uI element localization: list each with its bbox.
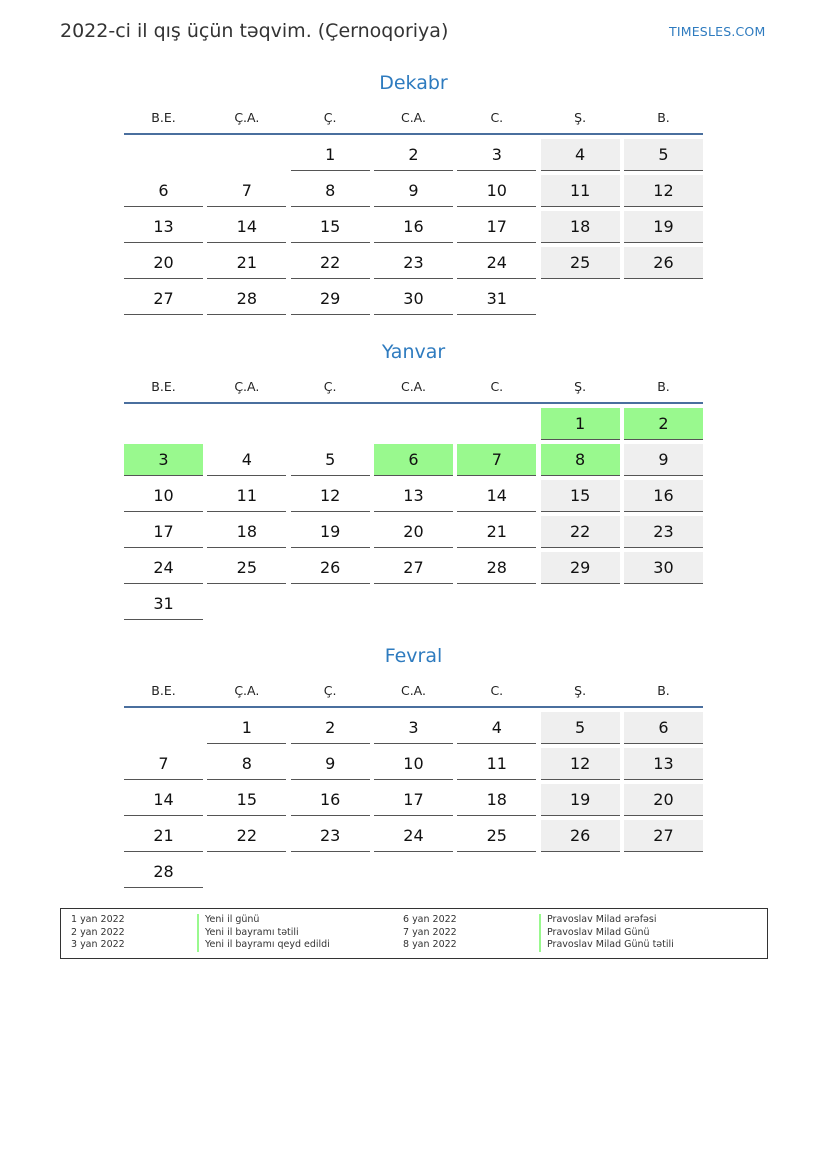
empty-day-cell: [374, 408, 453, 439]
week-row: [124, 784, 703, 820]
legend-date: 7 yan 2022: [403, 926, 457, 938]
day-cell: 13: [624, 748, 703, 780]
day-cell: 5: [624, 139, 703, 171]
day-cell: 13: [374, 480, 453, 512]
empty-day-cell: [124, 139, 203, 170]
brand-link[interactable]: TIMESLES.COM: [669, 24, 766, 39]
day-cell: 24: [374, 820, 453, 852]
day-cell: 23: [291, 820, 370, 852]
weekday-label: Ç.A.: [234, 683, 260, 698]
empty-day-cell: [124, 408, 203, 439]
weekday-label: B.E.: [151, 683, 176, 698]
legend-holiday-name: Yeni il bayramı tətili: [197, 927, 330, 940]
legend-names-right: [539, 914, 674, 952]
day-cell: 20: [374, 516, 453, 548]
empty-day-cell: [374, 856, 453, 887]
month-title: Dekabr: [379, 72, 448, 94]
day-cell: 20: [624, 784, 703, 816]
weekday-label: Ç.A.: [234, 110, 260, 125]
empty-day-cell: [624, 588, 703, 619]
week-row: [124, 175, 703, 211]
day-cell: 26: [541, 820, 620, 852]
day-cell: 20: [124, 247, 203, 279]
weekday-label: C.A.: [400, 110, 426, 125]
day-cell: 11: [207, 480, 286, 512]
day-cell: 16: [624, 480, 703, 512]
day-cell: 10: [374, 748, 453, 780]
weekday-header: [124, 678, 703, 704]
day-cell: 9: [374, 175, 453, 207]
day-cell: 13: [124, 211, 203, 243]
day-cell: 30: [374, 283, 453, 315]
empty-day-cell: [541, 588, 620, 619]
day-cell: 4: [541, 139, 620, 171]
day-cell: 2: [374, 139, 453, 171]
day-cell: 21: [207, 247, 286, 279]
day-cell: 23: [374, 247, 453, 279]
weekday-label: B.: [657, 683, 670, 698]
week-row: [124, 552, 703, 588]
legend-date: 1 yan 2022: [71, 914, 125, 925]
day-cell: 29: [541, 552, 620, 584]
day-cell: 11: [457, 748, 536, 780]
weekday-header: [124, 374, 703, 400]
day-cell: 8: [291, 175, 370, 207]
weekday-label: Ç.: [323, 683, 337, 698]
legend-date: 2 yan 2022: [71, 926, 125, 938]
day-cell: 1: [291, 139, 370, 171]
day-cell: 12: [541, 748, 620, 780]
day-cell: 5: [541, 712, 620, 744]
day-cell: 3: [457, 139, 536, 171]
empty-day-cell: [374, 588, 453, 619]
day-cell: 28: [457, 552, 536, 584]
month-yanvar: [124, 340, 703, 624]
day-cell: 17: [124, 516, 203, 548]
day-cell: 27: [624, 820, 703, 852]
week-row: [124, 211, 703, 247]
day-cell: 10: [457, 175, 536, 207]
empty-day-cell: [624, 283, 703, 314]
weekday-label: Ç.: [323, 379, 337, 394]
legend-names-left: [197, 914, 330, 952]
day-cell: 24: [124, 552, 203, 584]
weekday-label: C.A.: [400, 379, 426, 394]
day-cell: 12: [291, 480, 370, 512]
weekday-label: C.: [490, 683, 504, 698]
day-cell: 26: [291, 552, 370, 584]
legend-dates-right: [403, 914, 457, 952]
day-cell: 12: [624, 175, 703, 207]
week-row: [124, 856, 703, 892]
weekday-label: B.E.: [151, 110, 176, 125]
day-cell: 9: [624, 444, 703, 476]
empty-day-cell: [541, 283, 620, 314]
month-fevral: [124, 644, 703, 892]
weekday-label: Ş.: [574, 110, 587, 125]
empty-day-cell: [207, 856, 286, 887]
calendar-grid: [124, 408, 703, 624]
day-cell: 26: [624, 247, 703, 279]
day-cell: 14: [457, 480, 536, 512]
empty-day-cell: [457, 856, 536, 887]
weekday-label: Ç.: [323, 110, 337, 125]
header-divider: [124, 706, 703, 708]
day-cell: 15: [207, 784, 286, 816]
page-title: 2022-ci il qış üçün təqvim. (Çernoqoriya): [60, 20, 449, 42]
legend-holiday-name: Pravoslav Milad Günü tətili: [539, 939, 674, 952]
day-cell: 30: [624, 552, 703, 584]
header-divider: [124, 133, 703, 135]
day-cell: 6: [624, 712, 703, 744]
week-row: [124, 139, 703, 175]
day-cell: 31: [457, 283, 536, 315]
empty-day-cell: [124, 712, 203, 743]
calendar-grid: [124, 712, 703, 892]
empty-day-cell: [207, 408, 286, 439]
day-cell: 14: [207, 211, 286, 243]
day-cell: 28: [207, 283, 286, 315]
empty-day-cell: [291, 856, 370, 887]
day-cell: 4: [457, 712, 536, 744]
legend-date: 6 yan 2022: [403, 914, 457, 925]
day-cell: 29: [291, 283, 370, 315]
weekday-label: Ş.: [574, 683, 587, 698]
week-row: [124, 748, 703, 784]
month-dekabr: [124, 71, 703, 319]
weekday-header: [124, 105, 703, 131]
day-cell: 15: [541, 480, 620, 512]
day-cell: 18: [541, 211, 620, 243]
day-cell: 8: [207, 748, 286, 780]
day-cell: 1: [207, 712, 286, 744]
day-cell: 8: [541, 444, 620, 476]
weekday-label: B.E.: [151, 379, 176, 394]
legend-holiday-name: Yeni il günü: [197, 914, 330, 927]
header-divider: [124, 402, 703, 404]
day-cell: 27: [374, 552, 453, 584]
day-cell: 25: [457, 820, 536, 852]
empty-day-cell: [624, 856, 703, 887]
day-cell: 27: [124, 283, 203, 315]
legend-date: 8 yan 2022: [403, 939, 457, 950]
day-cell: 6: [124, 175, 203, 207]
week-row: [124, 283, 703, 319]
day-cell: 19: [541, 784, 620, 816]
day-cell: 3: [374, 712, 453, 744]
day-cell: 5: [291, 444, 370, 476]
day-cell: 2: [624, 408, 703, 440]
month-title: Yanvar: [381, 341, 446, 363]
month-title: Fevral: [384, 645, 443, 667]
day-cell: 18: [207, 516, 286, 548]
day-cell: 7: [457, 444, 536, 476]
week-row: [124, 408, 703, 444]
day-cell: 16: [291, 784, 370, 816]
empty-day-cell: [291, 588, 370, 619]
weekday-label: C.: [490, 110, 504, 125]
day-cell: 23: [624, 516, 703, 548]
legend-date: 3 yan 2022: [71, 939, 125, 950]
day-cell: 2: [291, 712, 370, 744]
day-cell: 9: [291, 748, 370, 780]
week-row: [124, 516, 703, 552]
holiday-legend: [60, 908, 768, 959]
day-cell: 15: [291, 211, 370, 243]
legend-dates-left: [71, 914, 125, 952]
day-cell: 24: [457, 247, 536, 279]
day-cell: 14: [124, 784, 203, 816]
day-cell: 25: [207, 552, 286, 584]
empty-day-cell: [207, 139, 286, 170]
weekday-label: Ç.A.: [234, 379, 260, 394]
day-cell: 28: [124, 856, 203, 888]
day-cell: 10: [124, 480, 203, 512]
day-cell: 17: [374, 784, 453, 816]
day-cell: 18: [457, 784, 536, 816]
week-row: [124, 820, 703, 856]
day-cell: 11: [541, 175, 620, 207]
weekday-label: C.: [490, 379, 504, 394]
week-row: [124, 588, 703, 624]
day-cell: 7: [124, 748, 203, 780]
day-cell: 17: [457, 211, 536, 243]
day-cell: 21: [457, 516, 536, 548]
day-cell: 31: [124, 588, 203, 620]
week-row: [124, 712, 703, 748]
day-cell: 19: [291, 516, 370, 548]
day-cell: 19: [624, 211, 703, 243]
day-cell: 6: [374, 444, 453, 476]
week-row: [124, 247, 703, 283]
legend-holiday-name: Pravoslav Milad Günü: [539, 927, 674, 940]
day-cell: 22: [207, 820, 286, 852]
day-cell: 4: [207, 444, 286, 476]
day-cell: 22: [291, 247, 370, 279]
legend-holiday-name: Yeni il bayramı qeyd edildi: [197, 939, 330, 952]
empty-day-cell: [541, 856, 620, 887]
day-cell: 25: [541, 247, 620, 279]
empty-day-cell: [291, 408, 370, 439]
day-cell: 22: [541, 516, 620, 548]
empty-day-cell: [457, 588, 536, 619]
week-row: [124, 444, 703, 480]
calendar-grid: [124, 139, 703, 319]
day-cell: 3: [124, 444, 203, 476]
day-cell: 7: [207, 175, 286, 207]
empty-day-cell: [457, 408, 536, 439]
day-cell: 1: [541, 408, 620, 440]
weekday-label: B.: [657, 379, 670, 394]
weekday-label: C.A.: [400, 683, 426, 698]
weekday-label: Ş.: [574, 379, 587, 394]
weekday-label: B.: [657, 110, 670, 125]
legend-holiday-name: Pravoslav Milad ərəfəsi: [539, 914, 674, 927]
empty-day-cell: [207, 588, 286, 619]
day-cell: 21: [124, 820, 203, 852]
week-row: [124, 480, 703, 516]
day-cell: 16: [374, 211, 453, 243]
